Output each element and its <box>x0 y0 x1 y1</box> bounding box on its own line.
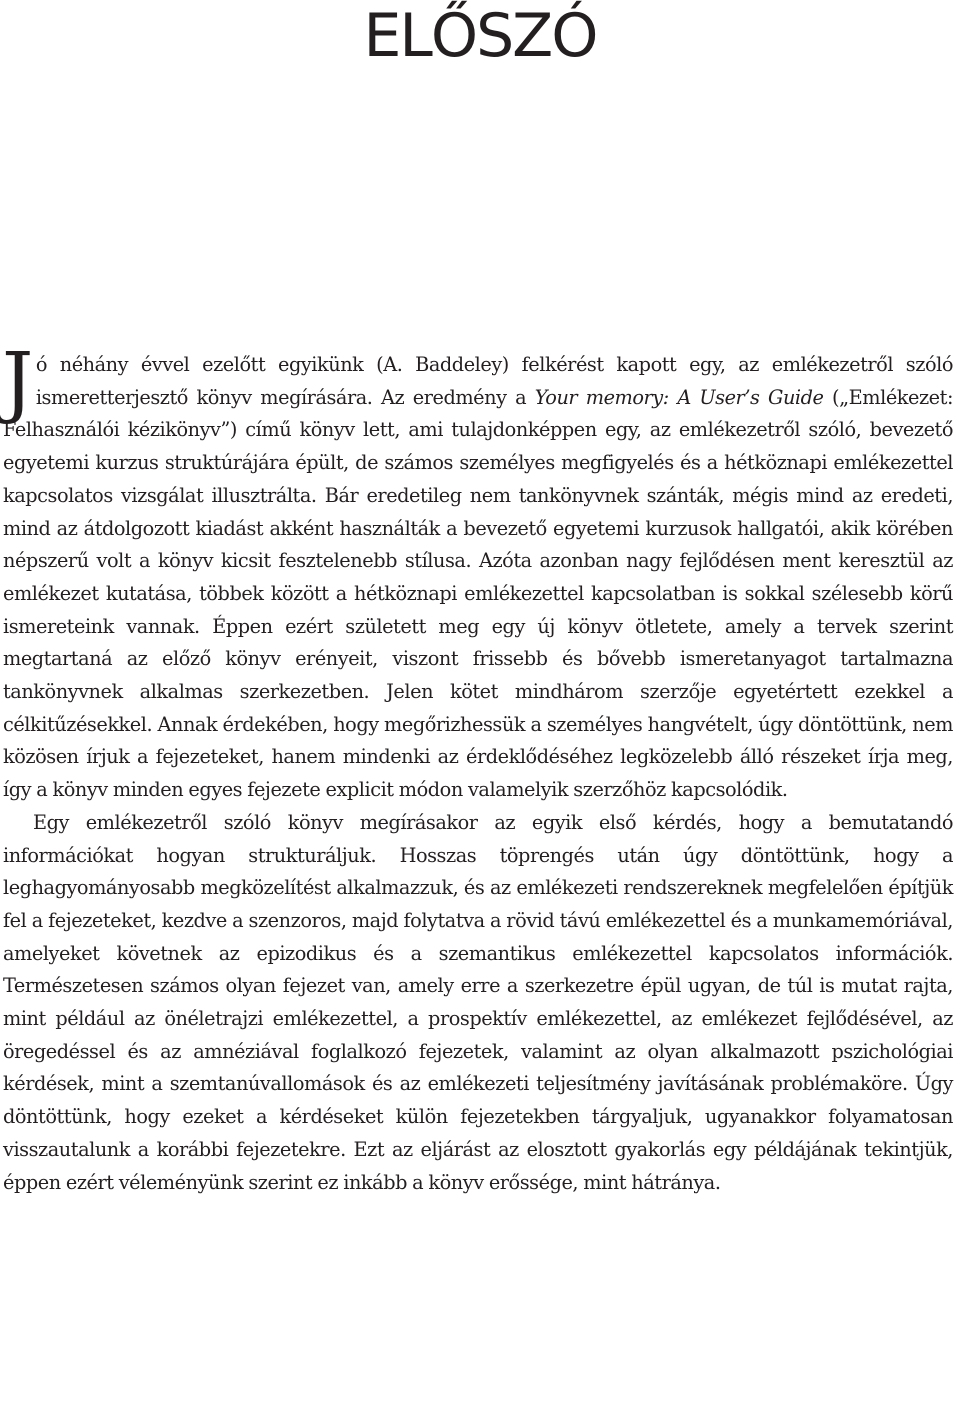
drop-cap: J <box>2 337 33 427</box>
paragraph-1-text-rest: („Emlékezet: Felhasználói kézikönyv”) című könyv lett, ami tulajdonképpen egy, az emlékezetről szóló, bevezető egyetemi kurzus struktúrájára épült, de számos személyes megfigyelés és a hétköznapi emlékezettel kapcsolatos vizsgálat illusztrálta. Bár eredetileg nem tankönyvnek szánták, mégis mind az eredeti, mind az átdolgozott kiadást akként használták a bevezető egyetemi kurzusok hallgatói, akik körében népszerű volt a könyv kicsit fesztelenebb stílusa. Azóta azonban nagy fejlődésen ment keresztül az emlékezet kutatása, többek között a hétköznapi emlékezettel kapcsolatban is sokkal szélesebb körű ismereteink vannak. Éppen ezért született meg egy új könyv ötletete, amely a tervek szerint megtartaná az előző könyv erényeit, viszont frissebb és bővebb ismeretanyagot tartalmazna tankönyvnek alkalmas szerkezetben. Jelen kötet mindhárom szerzője egyetértett ezekkel a célkitűzésekkel. Annak érdekében, hogy megőrizhessük a személyes hangvételt, úgy döntöttünk, nem közösen írjuk a fejezeteket, hanem mindenki az érdeklődéséhez legközelebb álló részeket írja meg, így a könyv minden egyes fejezete explicit módon valamelyik szerzőhöz kapcsolódik. <box>3 385 953 802</box>
chapter-title: ELŐSZÓ <box>363 1 597 71</box>
paragraph-1 <box>2 337 953 807</box>
book-title-italic: Your memory: A User’s Guide <box>534 385 824 409</box>
preface-body <box>2 337 953 1199</box>
paragraph-2-text: Egy emlékezetről szóló könyv megírásakor az egyik első kérdés, hogy a bemutatandó információkat hogyan strukturáljuk. Hosszas töprengés után úgy döntöttünk, hogy a leghagyományosabb megközelítést alkalmazzuk, és az emlékezeti rendszereknek megfelelően építjük fel a fejezeteket, kezdve a szenzoros, majd folytatva a rövid távú emlékezettel és a munkamemóriával, amelyeket követnek az epizodikus és a szemantikus emlékezettel kapcsolatos információk. Természetesen számos olyan fejezet van, amely erre a szerkezetre épül ugyan, de túl is mutat rajta, mint például az önéletrajzi emlékezettel, a prospektív emlékezettel, az emlékezet fejlődésével, az öregedéssel és az amnéziával foglalkozó fejezetek, valamint az olyan alkalmazott pszichológiai kérdések, mint a szemtanúvallomások és az emlékezeti teljesítmény javításának problémaköre. Úgy döntöttünk, hogy ezeket a kérdéseket külön fejezetekben tárgyaljuk, ugyanakkor folyamatosan visszautalunk a korábbi fejezetekre. Ezt az eljárást az elosztott gyakorlás egy példájának tekintjük, éppen ezért véleményünk szerint ez inkább a könyv erőssége, mint hátránya. <box>3 810 953 1194</box>
paragraph-2 <box>3 807 953 1199</box>
paragraph-1-text-start: ó néhány évvel ezelőtt egyikünk (A. Baddeley) felkérést kapott egy, az emlékezetről szóló ismeretterjesztő könyv megírására. Az eredmény a <box>35 353 953 409</box>
